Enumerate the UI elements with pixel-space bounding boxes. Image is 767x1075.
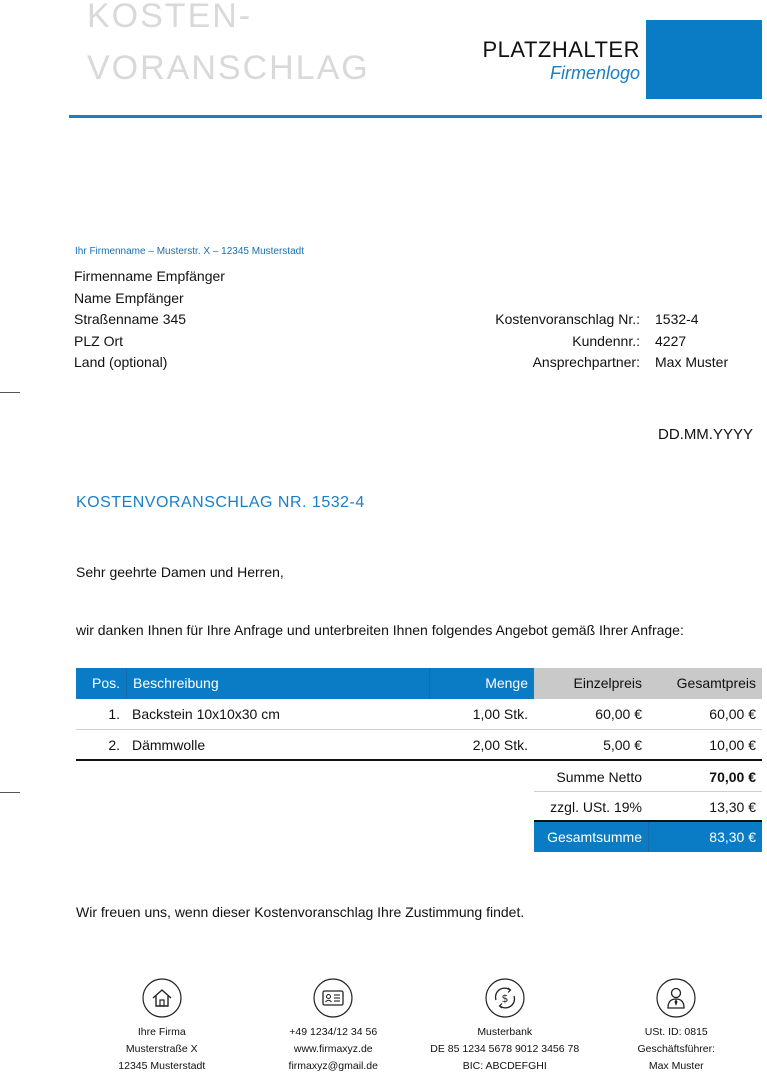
footer-line: Musterstraße X xyxy=(125,1043,198,1055)
cell-description: Backstein 10x10x30 cm xyxy=(132,706,280,722)
closing-text: Wir freuen uns, wenn dieser Kostenvoranschlag Ihre Zustimmung findet. xyxy=(76,904,525,920)
logo-main-text: PLATZHALTER xyxy=(482,37,640,62)
totals-block xyxy=(534,762,762,852)
header-total-price: Gesamtpreis xyxy=(648,668,762,699)
cell-unit-price: 60,00 € xyxy=(595,706,642,722)
header-description: Beschreibung xyxy=(126,668,429,699)
company-logo-text xyxy=(470,38,640,84)
document-title-line-2: VORANSCHLAG xyxy=(87,49,370,87)
footer-line: Ihre Firma xyxy=(137,1026,186,1038)
contact-card-icon xyxy=(313,978,353,1018)
table-row xyxy=(76,730,762,761)
recipient-address xyxy=(74,266,225,374)
meta-label: Kostenvoranschlag Nr.: xyxy=(495,311,640,327)
cell-quantity: 1,00 Stk. xyxy=(472,706,528,722)
footer-line: www.firmaxyz.de xyxy=(293,1043,373,1055)
net-total-value: 70,00 € xyxy=(709,769,756,785)
footer-line: Geschäftsführer: xyxy=(637,1043,716,1055)
meta-value: 1532-4 xyxy=(655,311,699,327)
footer-line: Musterbank xyxy=(477,1026,533,1038)
footer-line: USt. ID: 0815 xyxy=(644,1026,708,1038)
recipient-line: Firmenname Empfänger xyxy=(74,268,225,284)
cell-quantity: 2,00 Stk. xyxy=(472,737,528,753)
footer-column-contact xyxy=(248,978,420,1075)
recipient-line: Straßenname 345 xyxy=(74,311,187,327)
net-total-row xyxy=(534,762,762,792)
meta-row-quote-number xyxy=(470,309,762,331)
meta-row-contact xyxy=(470,352,762,374)
salutation: Sehr geehrte Damen und Herren, xyxy=(76,564,284,580)
cell-total-price: 60,00 € xyxy=(709,706,756,722)
house-icon xyxy=(142,978,182,1018)
table-row xyxy=(76,699,762,730)
table-header xyxy=(76,668,762,699)
cell-pos: 2. xyxy=(108,737,120,753)
footer-column-management xyxy=(591,978,763,1075)
header-unit-price: Einzelpreis xyxy=(534,668,648,699)
tax-label: zzgl. USt. 19% xyxy=(550,799,642,815)
fold-mark-top xyxy=(0,392,20,393)
money-exchange-icon xyxy=(485,978,525,1018)
recipient-line: Name Empfänger xyxy=(74,289,184,306)
grand-total-value: 83,30 € xyxy=(648,822,762,852)
tax-value: 13,30 € xyxy=(709,799,756,815)
net-total-label: Summe Netto xyxy=(556,769,642,785)
document-title-line-1: KOSTEN- xyxy=(87,0,253,35)
recipient-line: PLZ Ort xyxy=(74,332,124,349)
footer xyxy=(76,978,762,1075)
footer-column-company xyxy=(76,978,248,1075)
cell-description: Dämmwolle xyxy=(132,737,206,753)
sender-return-address: Ihr Firmenname – Musterstr. X – 12345 Musterstadt xyxy=(75,246,304,257)
manager-icon xyxy=(656,978,696,1018)
logo-block xyxy=(646,20,762,99)
footer-line: DE 85 1234 5678 9012 3456 78 xyxy=(430,1043,580,1055)
cell-total-price: 10,00 € xyxy=(709,737,756,753)
document-title xyxy=(87,0,387,87)
recipient-line: Land (optional) xyxy=(74,354,168,370)
footer-line: 12345 Musterstadt xyxy=(118,1060,206,1072)
meta-row-customer-number xyxy=(470,331,762,353)
footer-line: +49 1234/12 34 56 xyxy=(289,1026,378,1038)
document-meta xyxy=(470,309,762,374)
footer-column-bank xyxy=(419,978,591,1075)
footer-line: BIC: ABCDEFGHI xyxy=(462,1060,547,1072)
grand-total-row xyxy=(534,822,762,852)
cell-unit-price: 5,00 € xyxy=(603,737,642,753)
footer-line: Max Muster xyxy=(648,1060,704,1072)
document-date: DD.MM.YYYY xyxy=(657,426,753,443)
cell-pos: 1. xyxy=(108,706,120,722)
svg-text:$: $ xyxy=(501,992,509,1005)
fold-mark-bottom xyxy=(0,792,20,793)
meta-value: 4227 xyxy=(655,332,687,349)
meta-label: Ansprechpartner: xyxy=(532,354,640,370)
subject-line: KOSTENVORANSCHLAG NR. 1532-4 xyxy=(76,494,365,511)
items-table xyxy=(76,668,762,761)
meta-value: Max Muster xyxy=(655,354,729,370)
meta-label: Kundennr.: xyxy=(572,332,640,349)
footer-line: firmaxyz@gmail.de xyxy=(288,1060,378,1072)
grand-total-label: Gesamtsumme xyxy=(547,829,642,845)
logo-sub-text: Firmenlogo xyxy=(549,63,640,83)
intro-text: wir danken Ihnen für Ihre Anfrage und unterbreiten Ihnen folgendes Angebot gemäß Ihrer Anfrage: xyxy=(76,622,684,638)
header-divider xyxy=(69,115,762,118)
tax-row xyxy=(534,792,762,822)
header-quantity: Menge xyxy=(429,668,534,699)
header-pos: Pos. xyxy=(76,668,126,699)
